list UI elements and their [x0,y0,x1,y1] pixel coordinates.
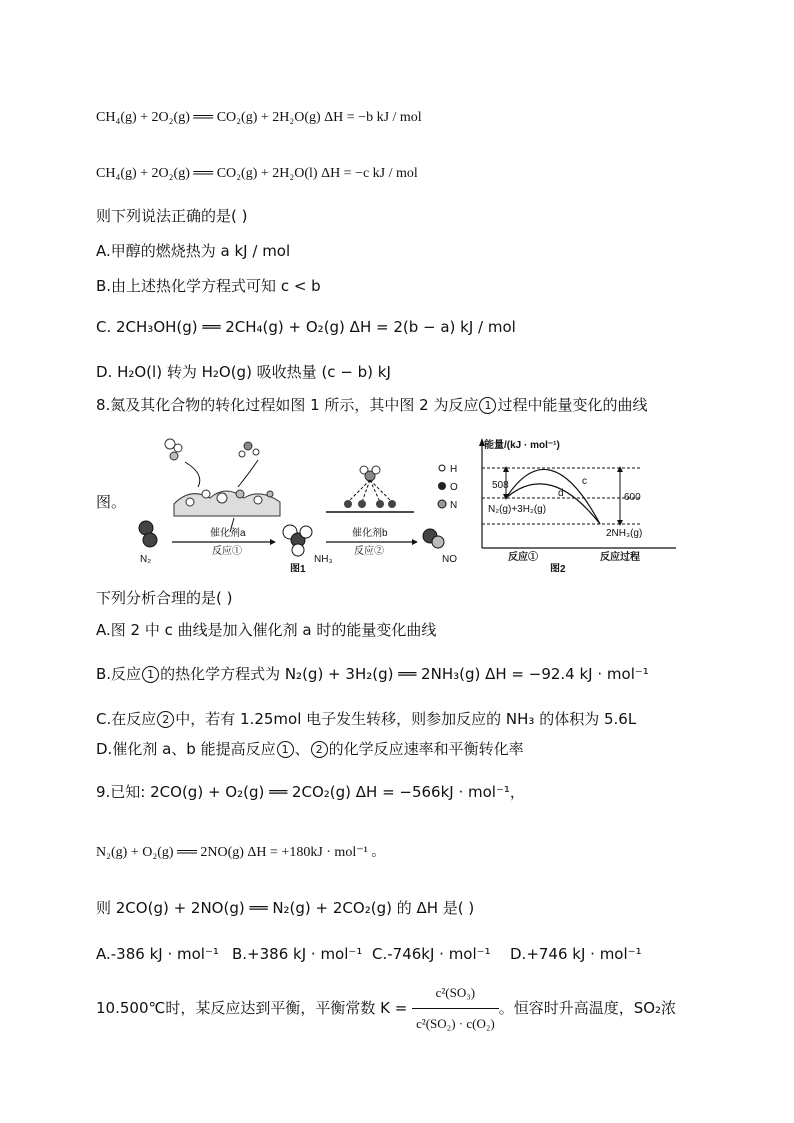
figure-2 [479,438,676,572]
curve-c-label: c [582,476,587,487]
q9-stem: 9.已知: 2CO(g) + O₂(g) ══ 2CO₂(g) ΔH = −566kJ · mol⁻¹， [96,783,525,801]
reaction-1-label: 反应① [212,546,242,557]
figure-2-caption: 图2 [550,564,566,572]
q9-options [96,944,642,964]
equation-ch4-gas-water: CH₄(g) + 2O₂(g) ══ CO₂(g) + 2H₂O(g) ΔH = −b kJ / mol [96,110,422,125]
q10-stem [96,978,676,1039]
figure-1-caption: 图1 [290,564,306,572]
legend-h-label: H [450,464,458,475]
q10-stem-text-2: 。恒容时升高温度，SO₂浓 [498,999,677,1017]
no-label: NO [442,554,457,565]
q9-option-b: B.+386 kJ · mol⁻¹ [232,945,363,963]
q8-option-b-text: 的热化学方程式为 N₂(g) + 3H₂(g) ══ 2NH₃(g) ΔH = −92.4 kJ · mol⁻¹ [160,665,649,683]
q8-option-a: A.图 2 中 c 曲线是加入催化剂 a 时的能量变化曲线 [96,621,437,639]
q7-option-c: C. 2CH₃OH(g) ══ 2CH₄(g) + O₂(g) ΔH = 2(b − a) kJ / mol [96,318,516,336]
energy-600-label: 600 [624,492,641,503]
x-axis-reaction-1: 反应① [508,552,538,563]
circle-number-2: 2 [311,741,328,758]
q8-option-c-text: 中，若有 1.25mol 电子发生转移，则参加反应的 NH₃ 的体积为 5.6L [175,710,637,728]
reaction-figure [130,432,690,572]
q7-option-b: B.由上述热化学方程式可知 c < b [96,277,321,295]
equation-ch4-liquid-water: CH₄(g) + 2O₂(g) ══ CO₂(g) + 2H₂O(l) ΔH = −c kJ / mol [96,166,418,181]
curve-d-label: d [558,488,564,499]
q8-option-c-prefix: C.在反应 [96,710,157,728]
q8-stem-text-2: 过程中能量变化的曲线 [497,396,648,414]
q9-question: 则 2CO(g) + 2NO(g) ══ N₂(g) + 2CO₂(g) 的 ΔH 是( ) [96,899,475,917]
products-label: 2NH₃(g) [606,528,643,539]
energy-508-label: 508 [492,480,509,491]
q9-option-c: C.-746kJ · mol⁻¹ [372,945,491,963]
reactants-label: N₂(g)+3H₂(g) [488,504,547,515]
circle-number-1: 1 [479,397,496,414]
reaction-2-label: 反应② [354,546,384,557]
q8-stem-text-1: 8.氮及其化合物的转化过程如图 1 所示，其中图 2 为反应 [96,396,479,414]
q8-option-b-prefix: B.反应 [96,665,142,683]
circle-number-2: 2 [157,711,174,728]
catalyst-a-label: 催化剂a [210,528,246,539]
q8-option-d-sep: 、 [294,740,310,758]
q8-option-b [96,664,649,684]
q9-option-d: D.+746 kJ · mol⁻¹ [510,945,642,963]
fraction-numerator: c²(SO₃) [412,978,499,1009]
nh3-label: NH₃ [314,554,333,565]
legend-n-label: N [450,500,458,511]
fraction-denominator: c²(SO₂) · c(O₂) [416,1016,495,1031]
q10-stem-text-1: 10.500℃时，某反应达到平衡，平衡常数 K = [96,999,408,1017]
energy-axis-label: 能量/(kJ · mol⁻¹) [484,440,560,451]
circle-number-1: 1 [277,741,294,758]
figure-1 [139,439,458,572]
q9-option-a: A.-386 kJ · mol⁻¹ [96,945,219,963]
q7-option-d: D. H₂O(l) 转为 H₂O(g) 吸收热量 (c − b) kJ [96,363,391,381]
q8-stem-continued: 图。 [96,493,127,511]
q9-equation-2: N₂(g) + O₂(g) ══ 2NO(g) ΔH = +180kJ · mol⁻¹ 。 [96,845,386,860]
q7-option-a: A.甲醇的燃烧热为 a kJ / mol [96,242,291,260]
q8-option-d [96,739,524,759]
x-axis-process: 反应过程 [600,552,640,563]
reaction-figure-svg [130,432,690,572]
legend-o-label: O [450,482,458,493]
q8-option-d-text: 的化学反应速率和平衡转化率 [328,740,524,758]
q8-option-c [96,709,636,729]
q8-analysis-stem: 下列分析合理的是( ) [96,589,233,607]
equilibrium-constant-fraction [412,978,499,1039]
n2-label: N₂ [140,554,152,565]
q8-option-d-prefix: D.催化剂 a、b 能提高反应 [96,740,276,758]
circle-number-1: 1 [142,666,159,683]
q7-stem: 则下列说法正确的是( ) [96,207,248,225]
catalyst-b-label: 催化剂b [352,528,388,539]
q8-stem [96,395,648,415]
